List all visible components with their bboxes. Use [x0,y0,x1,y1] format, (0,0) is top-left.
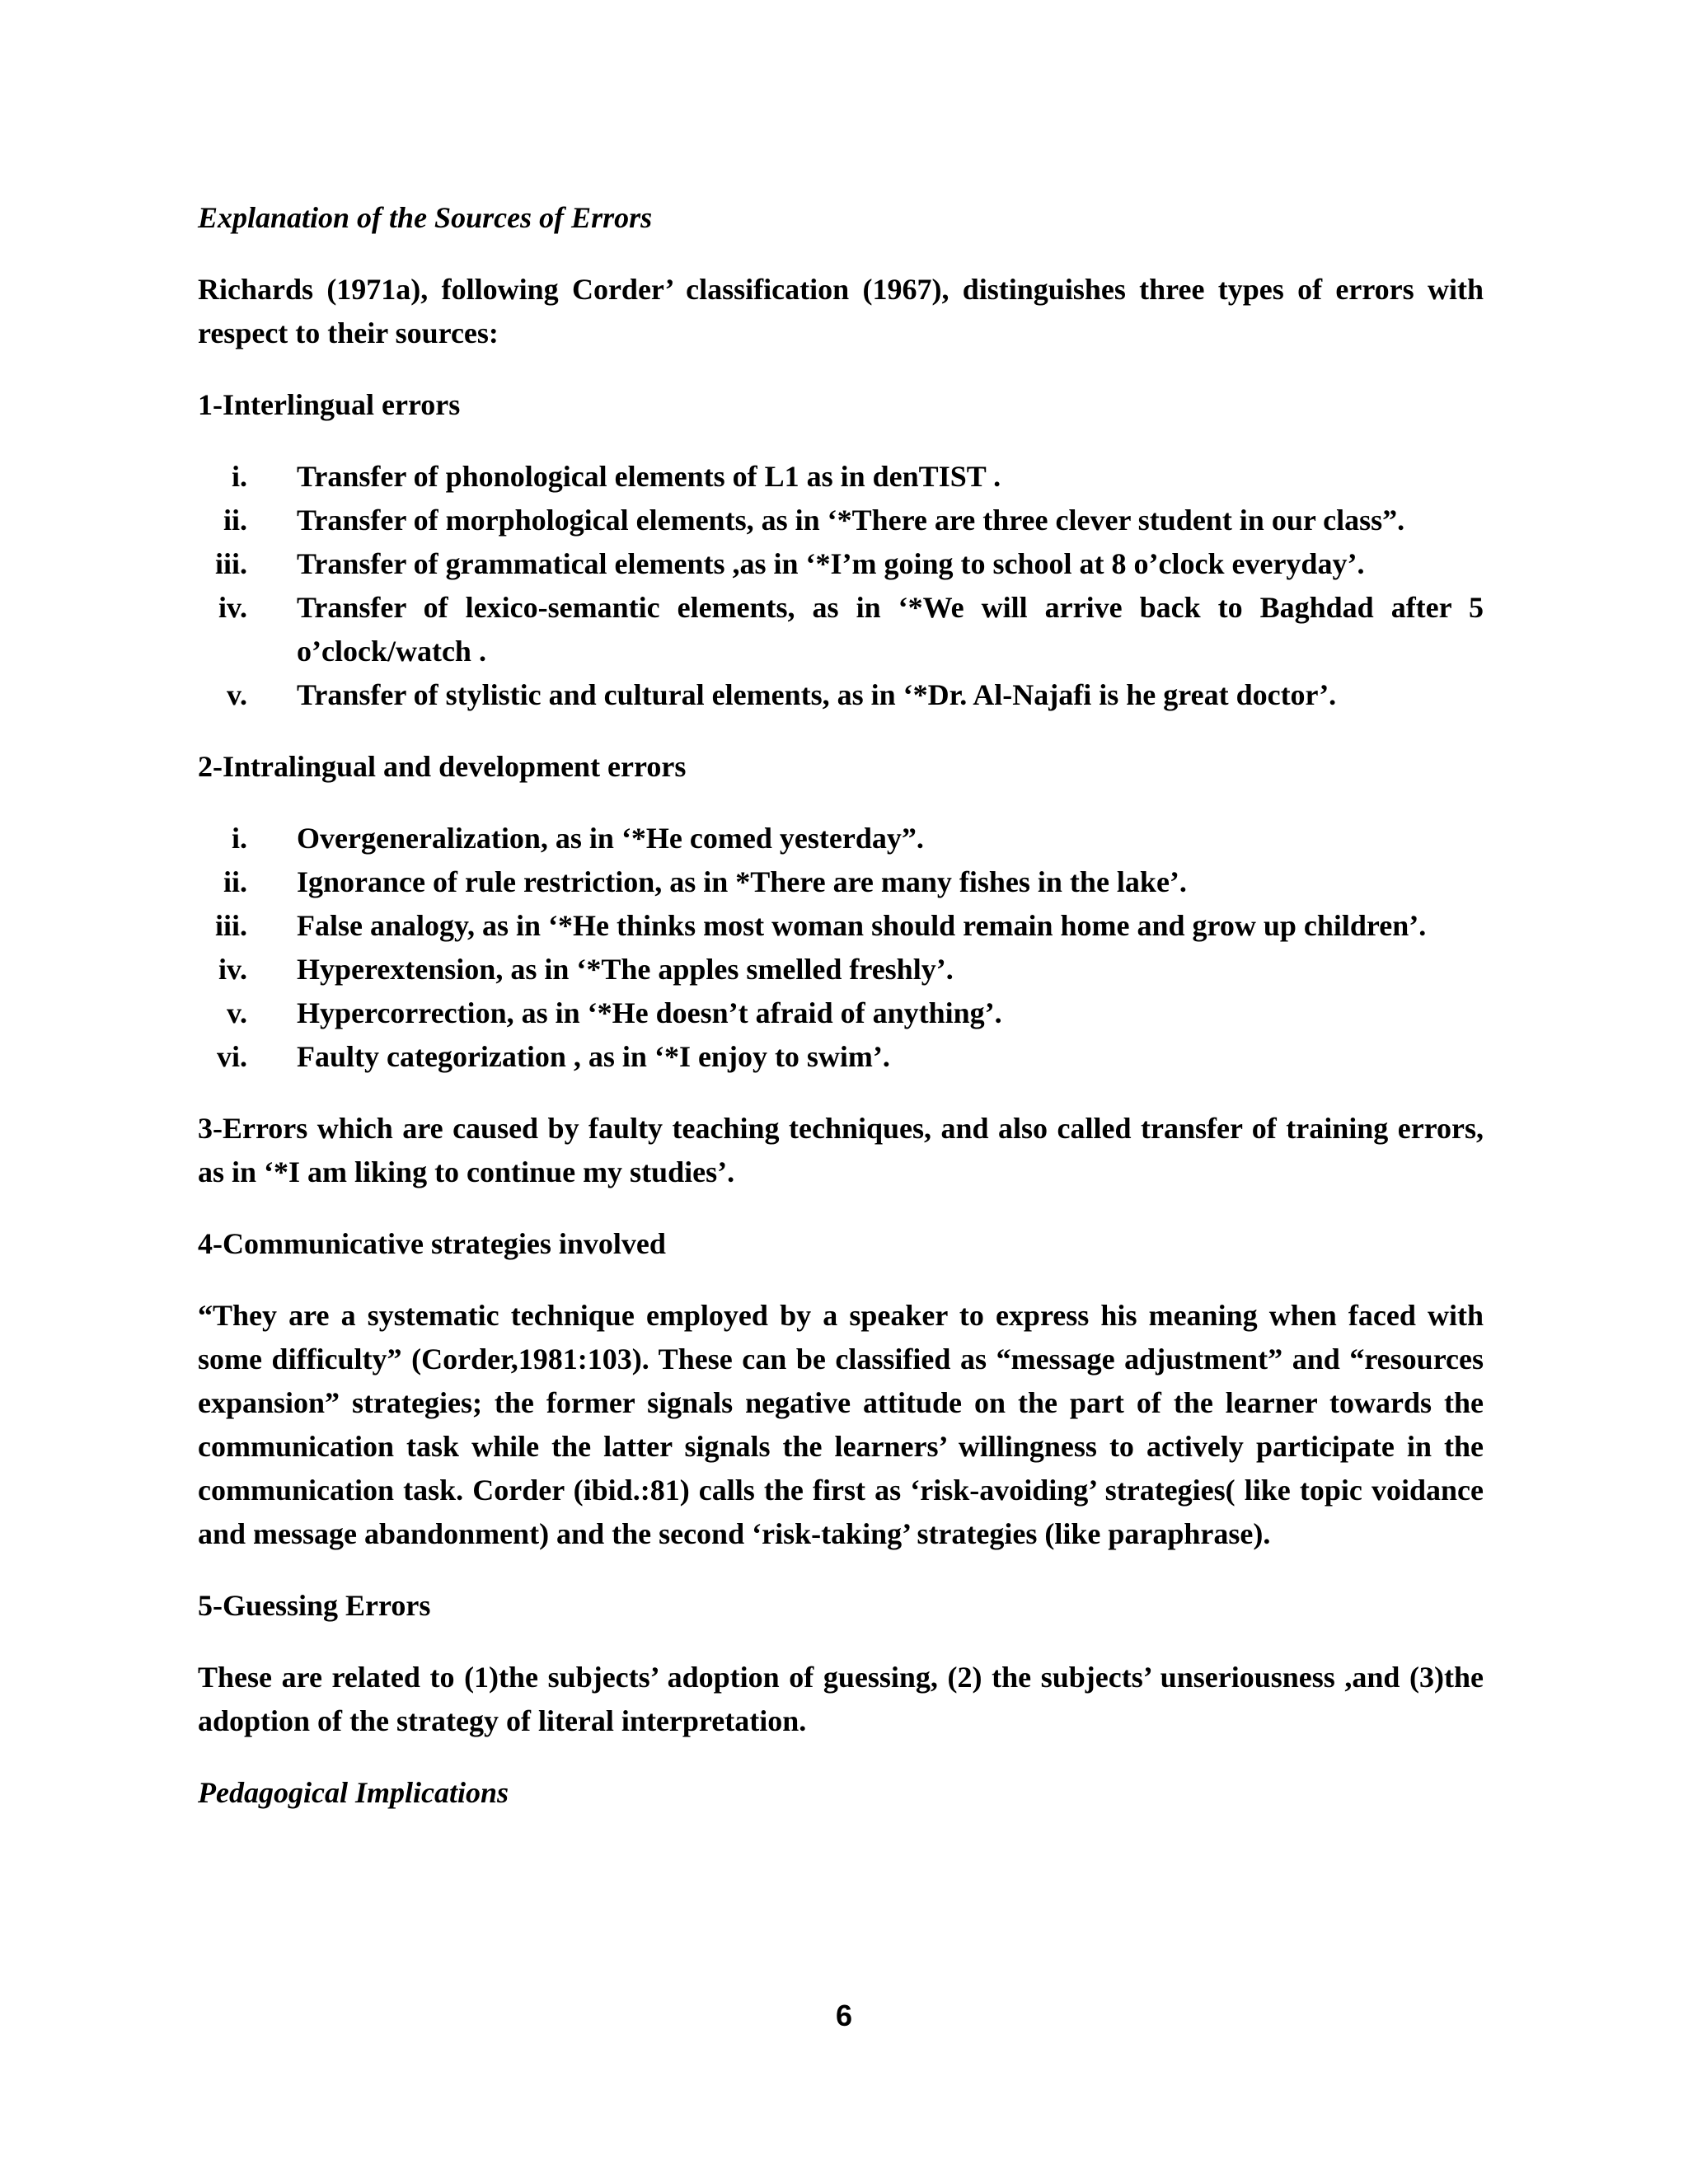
list-item [198,904,1484,948]
list-number: v. [226,678,247,711]
list-item [198,455,1484,499]
list-number: vi. [216,1040,247,1073]
section-title: Explanation of the Sources of Errors [198,201,653,234]
list-number: ii. [223,865,247,898]
list-number: iii. [214,909,247,942]
list-item [198,586,1484,673]
list-text: Faulty categorization , as in ‘*I enjoy to swim’. [297,1040,890,1073]
intralingual-heading: 2-Intralingual and development errors [198,750,687,783]
list-number: i. [231,460,247,493]
list-item [198,1035,1484,1079]
communicative-heading: 4-Communicative strategies involved [198,1227,666,1260]
list-text: Transfer of stylistic and cultural elements, as in ‘*Dr. Al-Najafi is he great doctor’. [297,678,1337,711]
communicative-paragraph: “They are a systematic technique employed by a speaker to express his meaning when faced with some difficulty” (Corder,1981:103). These can be classified as “message adjustment” and “resources expansion” strategies; the former signals negative attitude on the part of the learner towards the communication task while the latter signals the learners’ willingness to actively participate in the communication task. Corder (ibid.:81) calls the first as ‘risk-avoiding’ strategies( like topic voidance and message abandonment) and the second ‘risk-taking’ strategies (like paraphrase). [198,1299,1484,1550]
list-text: Transfer of grammatical elements ,as in ‘*I’m going to school at 8 o’clock everyday’. [297,547,1365,580]
list-item [198,499,1484,542]
list-item [198,860,1484,904]
list-item [198,948,1484,991]
interlingual-list [198,455,1484,717]
next-section-title: Pedagogical Implications [198,1776,509,1809]
list-item [198,817,1484,860]
teaching-errors-paragraph: 3-Errors which are caused by faulty teaching techniques, and also called transfer of training errors, as in ‘*I am liking to continue my studies’. [198,1112,1484,1188]
intralingual-list [198,817,1484,1079]
list-number: ii. [223,504,247,537]
list-text: Hyperextension, as in ‘*The apples smelled freshly’. [297,953,954,986]
list-number: v. [226,996,247,1029]
document-page [198,196,1484,1815]
list-text: Transfer of morphological elements, as in ‘*There are three clever student in our class”. [297,504,1405,537]
page-number: 6 [835,1999,853,2032]
list-text: Ignorance of rule restriction, as in *There are many fishes in the lake’. [297,865,1187,898]
list-text: Hypercorrection, as in ‘*He doesn’t afraid of anything’. [297,996,1002,1029]
guessing-paragraph: These are related to (1)the subjects’ adoption of guessing, (2) the subjects’ unseriousness ,and (3)the adoption of the strategy of literal interpretation. [198,1661,1484,1737]
list-item [198,673,1484,717]
list-item [198,542,1484,586]
interlingual-heading: 1-Interlingual errors [198,388,461,421]
guessing-heading: 5-Guessing Errors [198,1589,431,1622]
list-item [198,991,1484,1035]
list-number: iii. [214,547,247,580]
list-text: Overgeneralization, as in ‘*He comed yesterday”. [297,822,924,855]
list-number: iv. [218,591,247,624]
list-number: iv. [218,953,247,986]
list-text: Transfer of lexico-semantic elements, as in ‘*We will arrive back to Baghdad after 5 o’clock/watch . [297,591,1484,668]
list-text: False analogy, as in ‘*He thinks most woman should remain home and grow up children’. [297,909,1427,942]
list-text: Transfer of phonological elements of L1 as in denTIST . [297,460,1001,493]
list-number: i. [231,822,247,855]
intro-paragraph: Richards (1971a), following Corder’ classification (1967), distinguishes three types of errors with respect to their sources: [198,273,1484,349]
